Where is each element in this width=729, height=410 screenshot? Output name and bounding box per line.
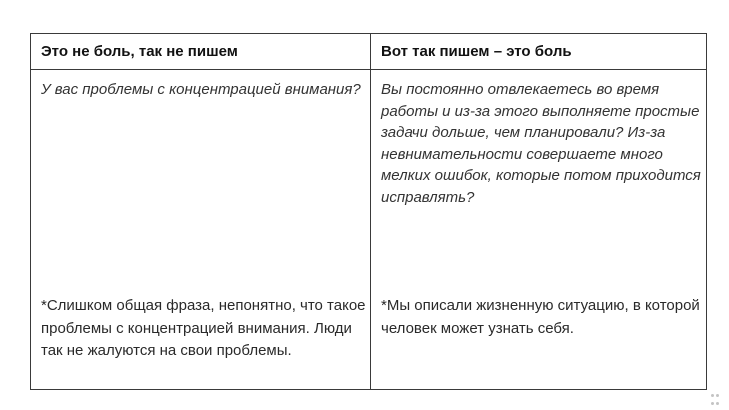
good-example-text: Вы постоянно отвлекаетесь во время работы и из-за этого выполняете простые задачи дольше, чем планировали? Из-за невнимательности совершаете много мелких ошибок, которые потом приходится исправлять? [381,81,701,206]
comparison-table [30,33,707,390]
header-divider [31,69,706,70]
drag-grip-icon[interactable] [711,394,721,408]
bad-example-note: *Слишком общая фраза, непонятно, что такое проблемы с концентрацией внимания. Люди так не жалуются на свои проблемы. [41,297,366,359]
bad-example-text: У вас проблемы с концентрацией внимания? [41,81,361,98]
header-good-example: Вот так пишем – это боль [381,43,572,60]
grip-dot [711,402,714,405]
grip-dot [711,394,714,397]
column-divider [370,34,371,389]
header-bad-example: Это не боль, так не пишем [41,43,238,60]
grip-dot [716,394,719,397]
good-example-note: *Мы описали жизненную ситуацию, в которой человек может узнать себя. [381,297,700,337]
grip-dot [716,402,719,405]
